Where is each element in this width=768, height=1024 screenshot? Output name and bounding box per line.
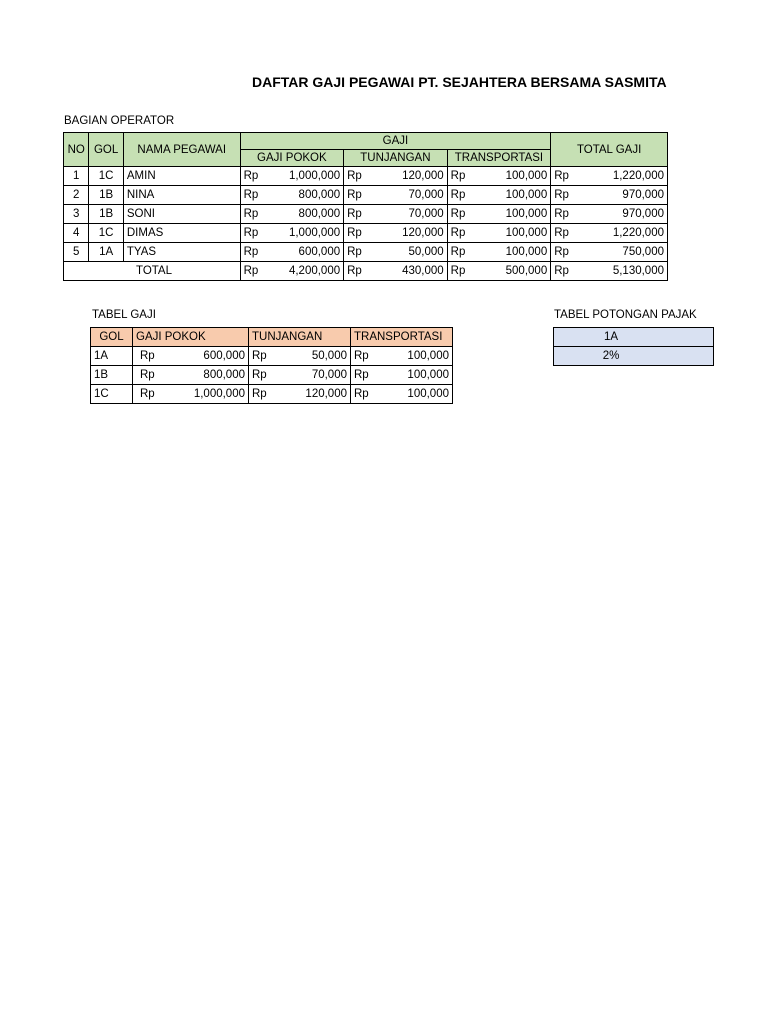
- cell-tunjangan-cell: [344, 243, 448, 262]
- currency-label: Rp: [450, 265, 466, 277]
- total-label: TOTAL: [136, 265, 172, 277]
- cell-total-cell: [551, 243, 668, 262]
- tg-cell-gaji-pokok: 600,000: [203, 350, 245, 362]
- header-no: NO: [64, 133, 89, 167]
- cell-tunjangan-cell: [344, 205, 448, 224]
- tg-cell-tunjangan: 50,000: [311, 350, 347, 362]
- table-row: [64, 186, 668, 205]
- tg-cell-gol: 1B: [91, 366, 133, 385]
- tg-cell-gaji-pokok: 1,000,000: [193, 388, 245, 400]
- currency-label: Rp: [554, 170, 569, 182]
- cell-transportasi: 100,000: [505, 246, 548, 258]
- cell-gaji-pokok-cell: [240, 243, 344, 262]
- cell-gaji-pokok: 1,000,000: [288, 227, 341, 239]
- header-tunjangan: TUNJANGAN: [344, 150, 448, 167]
- table-row: [64, 224, 668, 243]
- cell-total: 1,220,000: [612, 170, 664, 182]
- currency-label: Rp: [554, 265, 569, 277]
- currency-label: Rp: [347, 265, 362, 277]
- tg-cell-transportasi: 100,000: [407, 350, 449, 362]
- total-label-cell: [64, 262, 241, 281]
- currency-label: Rp: [252, 350, 267, 362]
- tg-cell-gol: 1C: [91, 385, 133, 404]
- tg-cell-gol: 1A: [91, 347, 133, 366]
- cell-total-cell: [551, 186, 668, 205]
- cell-no: 3: [64, 205, 89, 224]
- header-transportasi: TRANSPORTASI: [447, 150, 551, 167]
- cell-transportasi: 100,000: [505, 170, 548, 182]
- tg-header-gaji-pokok: GAJI POKOK: [133, 328, 249, 347]
- tg-cell-tunjangan-cell: [249, 385, 351, 404]
- potongan-persen: 2%: [554, 347, 714, 366]
- tabel-gaji-header: [91, 328, 453, 347]
- tg-cell-tunjangan: 120,000: [305, 388, 347, 400]
- header-gaji: GAJI: [240, 133, 551, 150]
- cell-nama: TYAS: [123, 243, 240, 262]
- cell-transportasi: 100,000: [505, 227, 548, 239]
- cell-total: 1,220,000: [612, 227, 664, 239]
- table-row: [64, 243, 668, 262]
- title-text: DAFTAR GAJI PEGAWAI PT. SEJAHTERA BERSAMA SASMITA: [252, 74, 667, 90]
- tg-cell-tunjangan: 70,000: [311, 369, 347, 381]
- currency-label: Rp: [252, 388, 267, 400]
- cell-no: 2: [64, 186, 89, 205]
- cell-gaji-pokok: 600,000: [298, 246, 341, 258]
- total-transportasi-cell: [447, 262, 551, 281]
- cell-gol: 1C: [89, 224, 124, 243]
- cell-total: 970,000: [622, 208, 664, 220]
- header-gol: GOL: [89, 133, 124, 167]
- tabel-potongan: [553, 327, 714, 366]
- cell-gaji-pokok-cell: [240, 205, 344, 224]
- tg-header-transportasi: TRANSPORTASI: [351, 328, 453, 347]
- cell-transportasi-cell: [447, 224, 551, 243]
- cell-gaji-pokok: 800,000: [298, 189, 341, 201]
- cell-gaji-pokok-cell: [240, 167, 344, 186]
- currency-label: Rp: [243, 265, 259, 277]
- cell-tunjangan: 70,000: [408, 189, 444, 201]
- currency-label: Rp: [354, 388, 369, 400]
- currency-label: Rp: [450, 170, 466, 182]
- cell-gol: 1B: [89, 186, 124, 205]
- section-label-tabel-gaji: TABEL GAJI: [92, 309, 156, 321]
- cell-tunjangan: 70,000: [408, 208, 444, 220]
- cell-no: 5: [64, 243, 89, 262]
- total-row: [64, 262, 668, 281]
- cell-tunjangan: 50,000: [408, 246, 444, 258]
- currency-label: Rp: [140, 369, 155, 381]
- total-total-cell: [551, 262, 668, 281]
- currency-label: Rp: [450, 189, 466, 201]
- tg-cell-transportasi-cell: [351, 347, 453, 366]
- currency-label: Rp: [554, 246, 569, 258]
- total-transportasi: 500,000: [505, 265, 548, 277]
- tg-cell-gaji-pokok-cell: [133, 366, 249, 385]
- table-row: [91, 385, 453, 404]
- currency-label: Rp: [450, 246, 466, 258]
- currency-label: Rp: [450, 227, 466, 239]
- currency-label: Rp: [140, 388, 155, 400]
- cell-transportasi-cell: [447, 205, 551, 224]
- tg-cell-gaji-pokok-cell: [133, 385, 249, 404]
- cell-gol: 1A: [89, 243, 124, 262]
- currency-label: Rp: [243, 246, 259, 258]
- main-salary-table: [63, 132, 668, 281]
- cell-no: 4: [64, 224, 89, 243]
- cell-tunjangan: 120,000: [402, 227, 444, 239]
- tg-cell-tunjangan-cell: [249, 347, 351, 366]
- tg-cell-transportasi-cell: [351, 385, 453, 404]
- header-nama: NAMA PEGAWAI: [123, 133, 240, 167]
- cell-nama: AMIN: [123, 167, 240, 186]
- section-label-tabel-potongan: TABEL POTONGAN PAJAK: [554, 309, 697, 321]
- cell-tunjangan-cell: [344, 167, 448, 186]
- currency-label: Rp: [140, 350, 155, 362]
- currency-label: Rp: [347, 227, 362, 239]
- page-title: [0, 74, 768, 94]
- currency-label: Rp: [243, 170, 259, 182]
- header-gaji-pokok: GAJI POKOK: [240, 150, 344, 167]
- total-gaji-pokok: 4,200,000: [288, 265, 341, 277]
- currency-label: Rp: [347, 246, 362, 258]
- cell-transportasi: 100,000: [505, 189, 548, 201]
- cell-transportasi-cell: [447, 167, 551, 186]
- currency-label: Rp: [252, 369, 267, 381]
- cell-gaji-pokok-cell: [240, 224, 344, 243]
- currency-label: Rp: [243, 227, 259, 239]
- currency-label: Rp: [554, 208, 569, 220]
- cell-transportasi-cell: [447, 243, 551, 262]
- tabel-gaji: [90, 327, 453, 404]
- currency-label: Rp: [354, 369, 369, 381]
- tg-header-tunjangan: TUNJANGAN: [249, 328, 351, 347]
- cell-total: 970,000: [622, 189, 664, 201]
- tg-cell-transportasi-cell: [351, 366, 453, 385]
- cell-total: 750,000: [622, 246, 664, 258]
- currency-label: Rp: [554, 189, 569, 201]
- currency-label: Rp: [243, 208, 259, 220]
- cell-nama: DIMAS: [123, 224, 240, 243]
- currency-label: Rp: [347, 208, 362, 220]
- cell-gaji-pokok: 800,000: [298, 208, 341, 220]
- cell-gaji-pokok-cell: [240, 186, 344, 205]
- table-row: [91, 347, 453, 366]
- cell-gol: 1B: [89, 205, 124, 224]
- currency-label: Rp: [347, 170, 362, 182]
- tg-cell-transportasi: 100,000: [407, 388, 449, 400]
- cell-total-cell: [551, 167, 668, 186]
- cell-transportasi-cell: [447, 186, 551, 205]
- cell-tunjangan-cell: [344, 224, 448, 243]
- table-row: [64, 205, 668, 224]
- total-tunjangan-cell: [344, 262, 448, 281]
- cell-nama: SONI: [123, 205, 240, 224]
- tg-cell-tunjangan-cell: [249, 366, 351, 385]
- cell-no: 1: [64, 167, 89, 186]
- tg-cell-gaji-pokok-cell: [133, 347, 249, 366]
- section-label-operator: BAGIAN OPERATOR: [64, 115, 175, 127]
- cell-gol: 1C: [89, 167, 124, 186]
- table-row: [91, 366, 453, 385]
- cell-transportasi: 100,000: [505, 208, 548, 220]
- cell-total-cell: [551, 205, 668, 224]
- cell-gaji-pokok: 1,000,000: [288, 170, 341, 182]
- total-tunjangan: 430,000: [402, 265, 444, 277]
- tg-cell-gaji-pokok: 800,000: [203, 369, 245, 381]
- tg-cell-transportasi: 100,000: [407, 369, 449, 381]
- cell-nama: NINA: [123, 186, 240, 205]
- currency-label: Rp: [554, 227, 569, 239]
- header-row-1: [64, 133, 668, 150]
- currency-label: Rp: [347, 189, 362, 201]
- cell-total-cell: [551, 224, 668, 243]
- currency-label: Rp: [450, 208, 466, 220]
- currency-label: Rp: [243, 189, 259, 201]
- potongan-gol: 1A: [554, 328, 714, 347]
- total-total: 5,130,000: [612, 265, 664, 277]
- header-total-gaji: TOTAL GAJI: [551, 133, 668, 167]
- currency-label: Rp: [354, 350, 369, 362]
- cell-tunjangan: 120,000: [402, 170, 444, 182]
- tg-header-gol: GOL: [91, 328, 133, 347]
- total-gaji-pokok-cell: [240, 262, 344, 281]
- cell-tunjangan-cell: [344, 186, 448, 205]
- table-row: [64, 167, 668, 186]
